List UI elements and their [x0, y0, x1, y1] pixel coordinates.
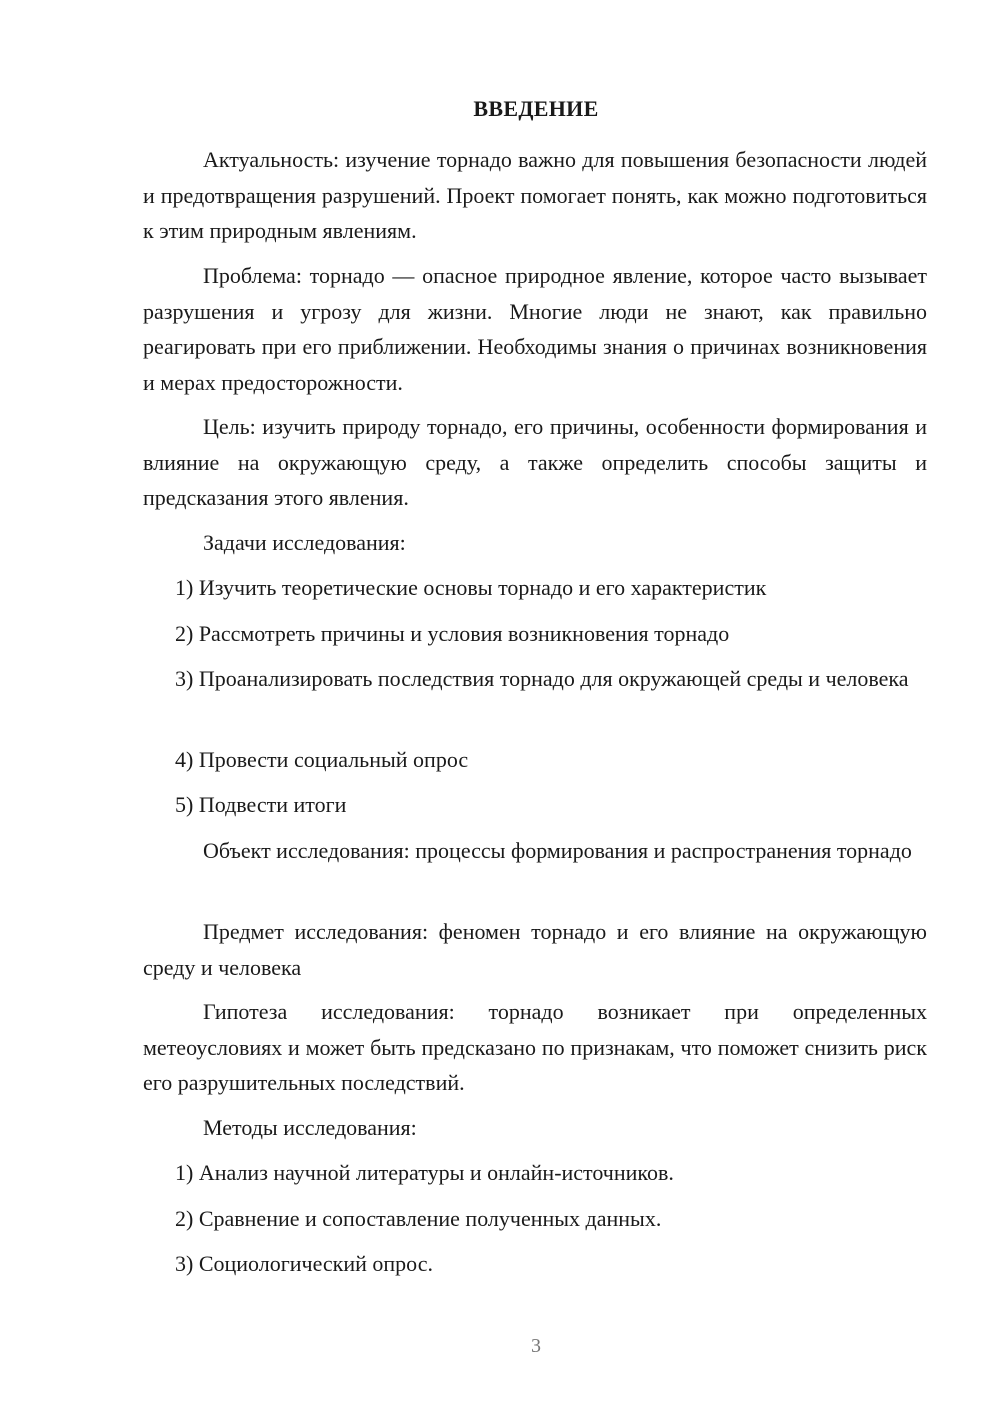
task-item-2: 2) Рассмотреть причины и условия возникновения торнадо	[175, 621, 730, 646]
goal-paragraph: Цель: изучить природу торнадо, его причины, особенности формирования и влияние на окружающую среду, а также определить способы защиты и предсказания этого явления.	[143, 414, 927, 510]
object-paragraph: Объект исследования: процессы формирования и распространения торнадо	[203, 838, 912, 863]
relevance-paragraph: Актуальность: изучение торнадо важно для повышения безопасности людей и предотвращения разрушений. Проект помогает понять, как можно подготовиться к этим природным явлениям.	[143, 147, 927, 243]
problem-paragraph: Проблема: торнадо — опасное природное явление, которое часто вызывает разрушения и угрозу для жизни. Многие люди не знают, как правильно реагировать при его приближении. Необходимы знания о причинах возникновения и мерах предосторожности.	[143, 263, 927, 395]
subject-paragraph: Предмет исследования: феномен торнадо и его влияние на окружающую среду и человека	[143, 919, 927, 980]
method-item-2: 2) Сравнение и сопоставление полученных данных.	[175, 1206, 662, 1231]
methods-heading: Методы исследования:	[203, 1115, 417, 1140]
method-item-3: 3) Социологический опрос.	[175, 1251, 433, 1276]
tasks-heading: Задачи исследования:	[203, 530, 406, 555]
page-title: ВВЕДЕНИЕ	[473, 96, 599, 121]
task-item-4: 4) Провести социальный опрос	[175, 747, 469, 772]
task-item-1: 1) Изучить теоретические основы торнадо и его характеристик	[175, 575, 767, 600]
task-item-5: 5) Подвести итоги	[175, 792, 347, 817]
page-number: 3	[531, 1335, 541, 1357]
hypothesis-paragraph: Гипотеза исследования: торнадо возникает при определенных метеоусловиях и может быть предсказано по признакам, что поможет снизить риск его разрушительных последствий.	[143, 999, 927, 1095]
method-item-1: 1) Анализ научной литературы и онлайн-источников.	[175, 1160, 674, 1185]
task-item-3: 3) Проанализировать последствия торнадо для окружающей среды и человека	[175, 666, 909, 691]
